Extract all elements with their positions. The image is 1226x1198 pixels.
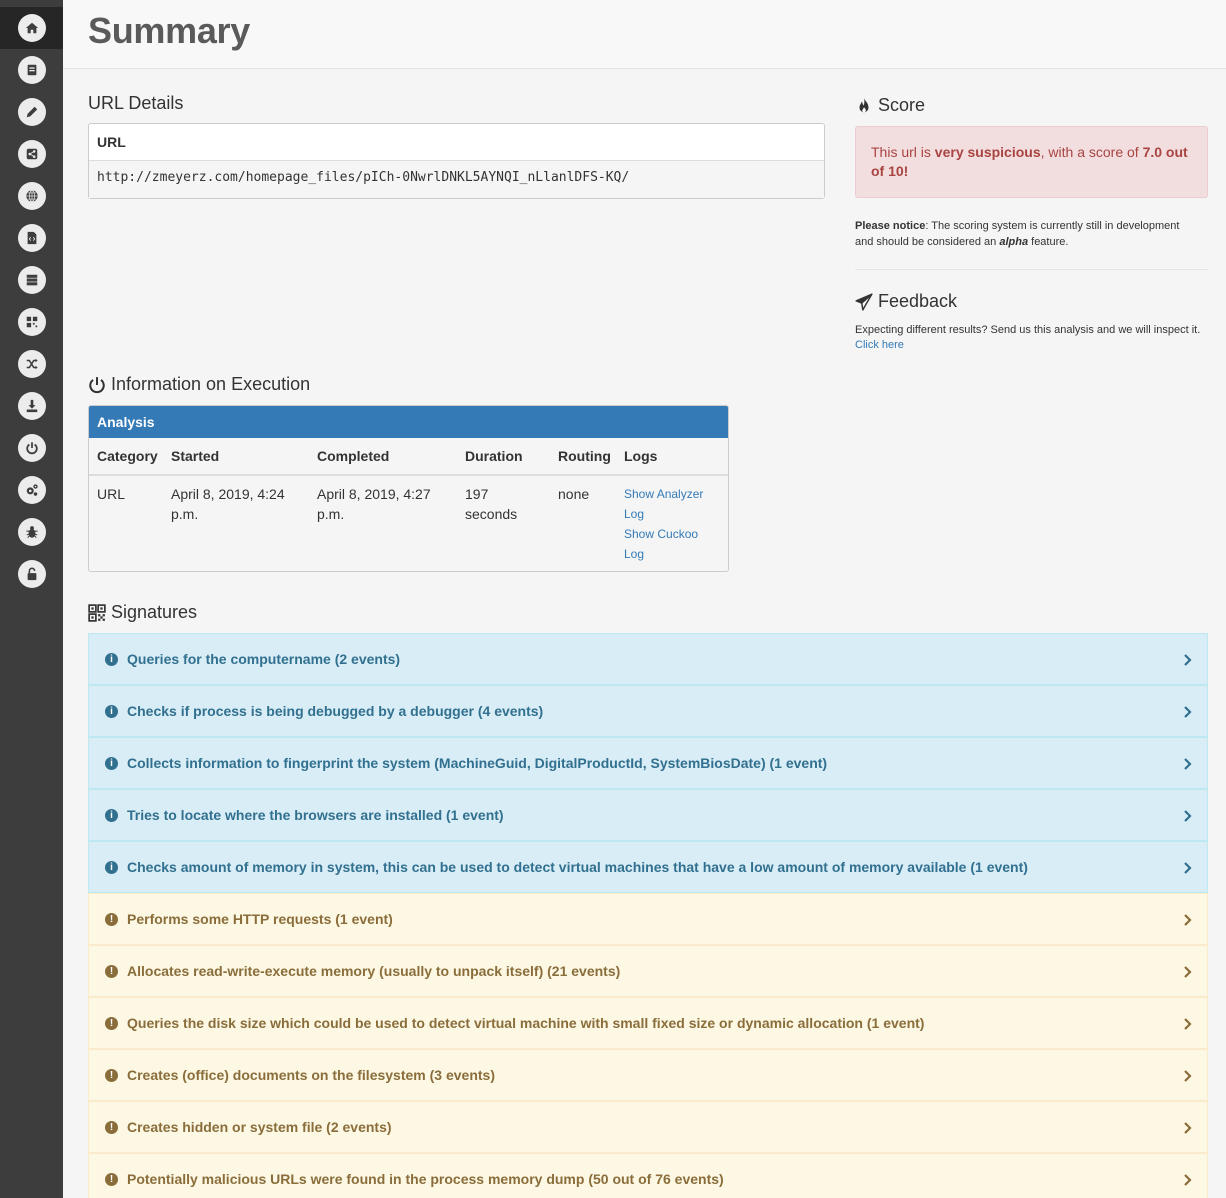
sidebar-item-qrcode[interactable] <box>0 301 63 343</box>
pencil-icon <box>18 98 46 126</box>
signature-row[interactable] <box>88 841 1208 893</box>
signatures-title: Signatures <box>88 602 197 623</box>
signature-row[interactable] <box>88 1049 1208 1101</box>
exclamation-circle-icon: ! <box>105 1173 118 1186</box>
score-title: Score <box>855 95 925 116</box>
sidebar-item-unlock[interactable] <box>0 553 63 595</box>
notice-end: feature. <box>1028 236 1069 248</box>
col-logs: Logs <box>624 448 658 464</box>
col-started: Started <box>171 448 220 464</box>
chevron-right-icon[interactable] <box>1183 1172 1193 1188</box>
sidebar-item-home[interactable] <box>0 7 63 49</box>
random-icon <box>18 350 46 378</box>
signature-text: Queries the disk size which could be used to detect virtual machine with small fixed size or dynamic allocation (1 event) <box>127 1015 925 1031</box>
signature-row[interactable] <box>88 893 1208 945</box>
exclamation-circle-icon: ! <box>105 965 118 978</box>
cell-started-line1: April 8, 2019, 4:24 <box>171 486 285 502</box>
sidebar-item-pencil[interactable] <box>0 91 63 133</box>
sidebar-item-power[interactable] <box>0 427 63 469</box>
sidebar-item-random[interactable] <box>0 343 63 385</box>
page-header <box>63 0 1226 69</box>
chevron-right-icon[interactable] <box>1183 652 1193 668</box>
power-icon <box>18 434 46 462</box>
info-circle-icon: i <box>105 809 118 822</box>
qrcode-icon <box>88 604 106 622</box>
signature-row[interactable] <box>88 945 1208 997</box>
chevron-right-icon[interactable] <box>1183 1120 1193 1136</box>
sidebar-item-server[interactable] <box>0 259 63 301</box>
qrcode-icon <box>18 308 46 336</box>
info-circle-icon: i <box>105 653 118 666</box>
notice-text: : The scoring system is currently still in development and should be considered an <box>855 220 1180 248</box>
cell-logs <box>624 484 703 564</box>
sidebar-item-book[interactable] <box>0 49 63 91</box>
sidebar-item-share[interactable] <box>0 133 63 175</box>
exclamation-circle-icon: ! <box>105 1069 118 1082</box>
globe-icon <box>18 182 46 210</box>
signature-text: Performs some HTTP requests (1 event) <box>127 911 393 927</box>
analysis-panel <box>88 405 729 572</box>
signature-row[interactable] <box>88 997 1208 1049</box>
feedback-text <box>855 323 1205 353</box>
col-completed: Completed <box>317 448 390 464</box>
score-verdict: very suspicious <box>934 144 1041 160</box>
info-circle-icon: i <box>105 861 118 874</box>
divider <box>855 269 1208 270</box>
cogs-icon <box>18 476 46 504</box>
unlock-icon <box>18 560 46 588</box>
execution-title: Information on Execution <box>88 374 310 395</box>
scoring-notice <box>855 218 1200 250</box>
download-icon <box>18 392 46 420</box>
sidebar-item-bug[interactable] <box>0 511 63 553</box>
chevron-right-icon[interactable] <box>1183 964 1193 980</box>
chevron-right-icon[interactable] <box>1183 1016 1193 1032</box>
signature-text: Creates (office) documents on the filesystem (3 events) <box>127 1067 495 1083</box>
cell-routing: none <box>558 486 590 502</box>
sidebar <box>0 0 63 1198</box>
share-icon <box>18 140 46 168</box>
signature-text: Allocates read-write-execute memory (usually to unpack itself) (21 events) <box>127 963 621 979</box>
home-icon <box>18 14 46 42</box>
signature-text: Queries for the computername (2 events) <box>127 651 401 667</box>
cell-category: URL <box>97 486 126 502</box>
chevron-right-icon[interactable] <box>1183 1068 1193 1084</box>
signature-row[interactable] <box>88 1101 1208 1153</box>
chevron-right-icon[interactable] <box>1183 756 1193 772</box>
signature-text: Collects information to fingerprint the system (MachineGuid, DigitalProductId, SystemBiosDate) (1 event) <box>127 755 828 771</box>
sidebar-item-file-code[interactable] <box>0 217 63 259</box>
signature-text: Tries to locate where the browsers are installed (1 event) <box>127 807 504 823</box>
power-icon <box>88 376 106 394</box>
signature-text: Checks if process is being debugged by a debugger (4 events) <box>127 703 544 719</box>
signature-row[interactable] <box>88 737 1208 789</box>
score-text-pre: This url is <box>871 144 935 160</box>
bug-icon <box>18 518 46 546</box>
feedback-title: Feedback <box>855 291 957 312</box>
url-panel <box>88 123 825 199</box>
info-circle-icon: i <box>105 757 118 770</box>
signature-row[interactable] <box>88 789 1208 841</box>
url-value: http://zmeyerz.com/homepage_files/pICh-0NwrlDNKL5AYNQI_nLlanlDFS-KQ/ <box>89 161 824 198</box>
cell-started <box>171 484 285 524</box>
page-title: Summary <box>88 10 250 51</box>
notice-alpha: alpha <box>999 236 1029 248</box>
chevron-right-icon[interactable] <box>1183 808 1193 824</box>
fire-icon <box>855 97 873 115</box>
cell-completed <box>317 484 431 524</box>
signature-row[interactable] <box>88 633 1208 685</box>
chevron-right-icon[interactable] <box>1183 704 1193 720</box>
table-header-divider <box>89 474 729 476</box>
show-analyzer-log-link[interactable]: Show Analyzer Log <box>624 487 704 521</box>
sidebar-item-globe[interactable] <box>0 175 63 217</box>
notice-label: Please notice <box>855 220 926 232</box>
show-cuckoo-log-link[interactable]: Show Cuckoo Log <box>624 527 699 561</box>
analysis-panel-header: Analysis <box>89 406 728 438</box>
info-circle-icon: i <box>105 705 118 718</box>
server-icon <box>18 266 46 294</box>
feedback-link[interactable]: Click here <box>855 339 904 351</box>
cell-completed-line1: April 8, 2019, 4:27 <box>317 486 431 502</box>
cell-started-line2: p.m. <box>171 506 199 522</box>
cell-duration-line1: 197 <box>465 486 489 502</box>
col-duration: Duration <box>465 448 523 464</box>
sidebar-item-download[interactable] <box>0 385 63 427</box>
exclamation-circle-icon: ! <box>105 1121 118 1134</box>
url-details-title: URL Details <box>88 93 184 113</box>
signature-row[interactable] <box>88 685 1208 737</box>
col-routing: Routing <box>558 448 611 464</box>
signature-text: Checks amount of memory in system, this can be used to detect virtual machines that have a low amount of memory available (1 event) <box>127 859 1028 875</box>
paper-plane-icon <box>855 293 873 311</box>
exclamation-circle-icon: ! <box>105 1017 118 1030</box>
cell-completed-line2: p.m. <box>317 506 345 522</box>
file-code-icon <box>18 224 46 252</box>
exclamation-circle-icon: ! <box>105 913 118 926</box>
score-value: 7.0 out of 10! <box>871 144 1188 179</box>
score-alert <box>855 126 1208 198</box>
score-text-mid: , with a score of <box>1040 144 1143 160</box>
book-icon <box>18 56 46 84</box>
sidebar-item-cogs[interactable] <box>0 469 63 511</box>
signature-row[interactable] <box>88 1153 1208 1198</box>
feedback-message: Expecting different results? Send us this analysis and we will inspect it. <box>855 324 1201 336</box>
signature-text: Potentially malicious URLs were found in the process memory dump (50 out of 76 events) <box>127 1171 724 1187</box>
chevron-right-icon[interactable] <box>1183 912 1193 928</box>
url-panel-header: URL <box>89 124 824 161</box>
cell-duration <box>465 484 517 524</box>
col-category: Category <box>97 448 158 464</box>
chevron-right-icon[interactable] <box>1183 860 1193 876</box>
signature-text: Creates hidden or system file (2 events) <box>127 1119 392 1135</box>
cell-duration-line2: seconds <box>465 506 518 522</box>
